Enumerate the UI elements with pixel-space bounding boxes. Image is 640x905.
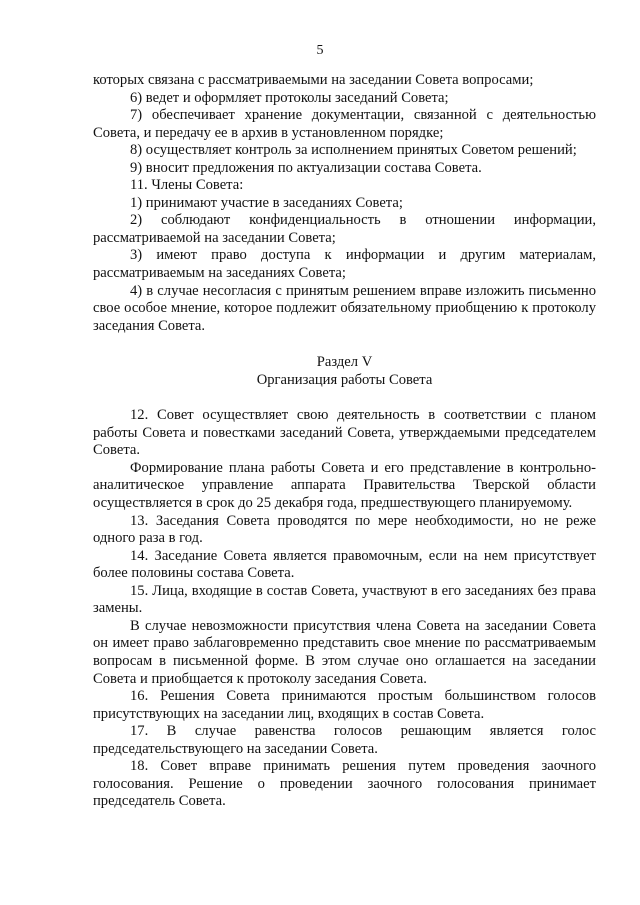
list-item-9: 9) вносит предложения по актуализации состава Совета. [130, 159, 482, 176]
member-item-4: 4) в случае несогласия с принятым решением вправе изложить письменно свое особое мнение, которое подлежит обязательному приобщению к протоколу заседания Совета. [93, 282, 596, 334]
clause-13: 13. Заседания Совета проводятся по мере необходимости, но не реже одного раза в год. [93, 512, 596, 547]
member-item-3: 3) имеют право доступа к информации и другим материалам, рассматриваемым на заседаниях Совета; [93, 247, 596, 282]
clause-11-heading: 11. Члены Совета: [130, 177, 244, 194]
document-body [93, 72, 596, 811]
clause-15: 15. Лица, входящие в состав Совета, участвуют в его заседаниях без права замены. [93, 582, 596, 617]
clause-12-plan: Формирование плана работы Совета и его представление в контрольно-аналитическое управление аппарата Правительства Тверской области осуществляется в срок до 25 декабря года, предшествующего планируемому. [93, 459, 596, 512]
section-title: Организация работы Совета [256, 371, 433, 388]
clause-15-absence: В случае невозможности присутствия члена Совета на заседании Совета он имеет право заблаговременно представить свое мнение по рассматриваемым вопросам в письменной форме. В этом случае оно оглашается на заседании Совета и приобщается к протоколу заседания Совета. [93, 617, 596, 687]
clause-18: 18. Совет вправе принимать решения путем проведения заочного голосования. Решение о проведении заочного голосования принимает председатель Совета. [93, 758, 596, 810]
list-item-7: 7) обеспечивает хранение документации, связанной с деятельностью Совета, и передачу ее в архив в установленном порядке; [93, 107, 596, 141]
member-item-1: 1) принимают участие в заседаниях Совета; [130, 194, 403, 211]
list-item-6: 6) ведет и оформляет протоколы заседаний Совета; [130, 89, 449, 106]
clause-12: 12. Совет осуществляет свою деятельность в соответствии с планом работы Совета и повестками заседаний Совета, утверждаемыми председателем Совета. [93, 407, 596, 459]
section-number: Раздел V [316, 354, 373, 371]
clause-14: 14. Заседание Совета является правомочным, если на нем присутствует более половины состава Совета. [93, 547, 596, 582]
clause-17: 17. В случае равенства голосов решающим является голос председательствующего на заседании Совета. [93, 723, 596, 757]
spacer [93, 335, 596, 354]
clause-16: 16. Решения Совета принимаются простым большинством голосов присутствующих на заседании лиц, входящих в состав Совета. [93, 688, 596, 722]
page-number: 5 [316, 43, 324, 58]
member-item-2: 2) соблюдают конфиденциальность в отношении информации, рассматриваемой на заседании Совета; [93, 212, 596, 246]
list-item-8: 8) осуществляет контроль за исполнением принятых Советом решений; [130, 142, 577, 159]
spacer [93, 389, 596, 407]
paragraph-continuation: которых связана с рассматриваемыми на заседании Совета вопросами; [93, 72, 534, 88]
